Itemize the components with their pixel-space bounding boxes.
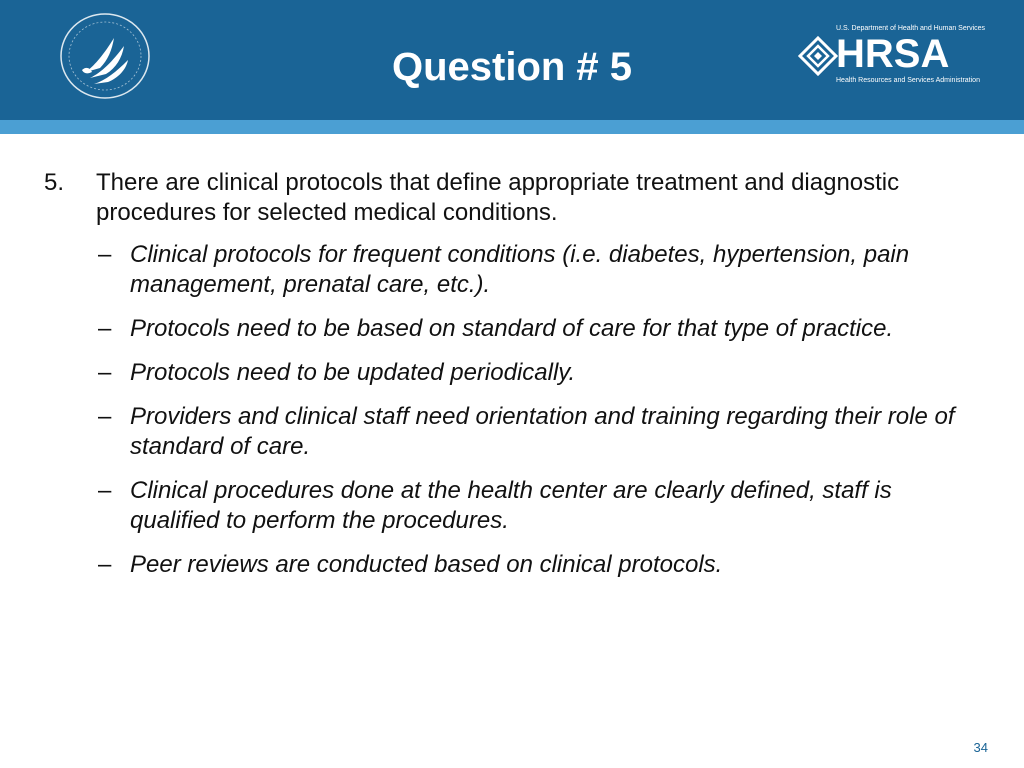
- sub-bullet-item: [44, 476, 974, 536]
- hrsa-logo: [798, 24, 988, 90]
- slide-title: Question # 5: [391, 45, 633, 89]
- sub-bullet-item: [44, 550, 974, 580]
- bullet-dash: –: [98, 477, 112, 504]
- bullet-text: Peer reviews are conducted based on clinical protocols.: [130, 551, 723, 578]
- bullet-dash: –: [98, 403, 112, 430]
- hrsa-diamond-mark-icon: [798, 36, 838, 76]
- header-accent-stripe: [0, 120, 1024, 134]
- bullet-dash: –: [98, 359, 112, 386]
- sub-bullet-item: [44, 358, 974, 388]
- main-list-item: [44, 168, 974, 228]
- main-item-text: There are clinical protocols that define appropriate treatment and diagnostic procedures for selected medical conditions.: [96, 169, 900, 226]
- bullet-text: Clinical procedures done at the health center are clearly defined, staff is qualified to perform the procedures.: [130, 477, 892, 534]
- bullet-dash: –: [98, 315, 112, 342]
- hrsa-dept-text: U.S. Department of Health and Human Services: [836, 25, 986, 32]
- hrsa-subtext: Health Resources and Services Administration: [836, 77, 980, 84]
- sub-bullet-item: [44, 314, 974, 344]
- hrsa-wordmark: HRSA: [836, 32, 950, 76]
- main-item-number: 5.: [44, 169, 65, 196]
- sub-bullet-item: [44, 240, 974, 300]
- sub-bullet-list: [44, 240, 974, 580]
- bullet-text: Protocols need to be updated periodically.: [130, 359, 576, 386]
- bullet-text: Protocols need to be based on standard of care for that type of practice.: [130, 315, 894, 342]
- slide-header: [0, 0, 1024, 120]
- sub-bullet-item: [44, 402, 974, 462]
- bullet-dash: –: [98, 551, 112, 578]
- bullet-dash: –: [98, 241, 112, 268]
- bullet-text: Providers and clinical staff need orientation and training regarding their role of standard of care.: [130, 403, 955, 460]
- bullet-text: Clinical protocols for frequent conditions (i.e. diabetes, hypertension, pain management, prenatal care, etc.).: [130, 241, 910, 298]
- page-number: 34: [973, 740, 988, 755]
- slide-body: [44, 168, 974, 594]
